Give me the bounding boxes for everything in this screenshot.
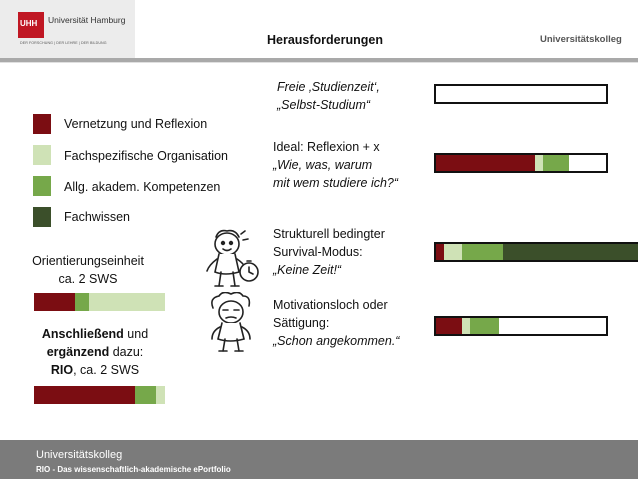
rio-line2: ergänzend dazu: [46, 345, 144, 359]
bar-segment [462, 318, 471, 334]
scenario-motivation [273, 296, 399, 350]
bar-segment [470, 318, 499, 334]
scenario-3-line3: „Keine Zeit!“ [273, 263, 342, 277]
rio-line1: Anschließend und [41, 327, 149, 341]
bar-segment [444, 244, 462, 260]
legend-swatch-fachspezifisch [33, 145, 51, 165]
scenario-4-line1: Motivationsloch oder [273, 298, 388, 312]
bar-segment [156, 386, 165, 404]
stressed-student-stopwatch-icon [203, 228, 263, 290]
footer-subtitle: RIO - Das wissenschaftlich-akademische ePortfolio [36, 465, 231, 474]
university-tagline: DER FORSCHUNG | DER LEHRE | DER BILDUNG [20, 41, 107, 45]
header-divider-light [0, 62, 638, 63]
footer-title: Universitätskolleg [36, 449, 123, 461]
scenario-4-line3: „Schon angekommen.“ [273, 334, 400, 348]
legend-label-vernetzung: Vernetzung und Reflexion [64, 117, 208, 131]
bar-free-study [434, 84, 608, 104]
orientation-sws: ca. 2 SWS [58, 272, 118, 286]
legend-swatch-kompetenzen [33, 176, 51, 196]
bar-segment [135, 386, 156, 404]
bar-segment [89, 293, 165, 311]
scenario-survival [273, 225, 385, 279]
scenario-2-line2: „Wie, was, warum [273, 158, 373, 172]
bar-segment [462, 244, 502, 260]
orientation-title: Orientierungseinheit [32, 254, 144, 268]
scenario-3-line2: Survival-Modus: [273, 245, 363, 259]
slide-title: Herausforderungen [267, 33, 383, 47]
scenario-2-line3: mit wem studiere ich?“ [273, 176, 399, 190]
scenario-free-study [277, 78, 380, 114]
orientation-caption [4, 252, 172, 288]
slide-header [0, 0, 638, 58]
brand-label: Universitätskolleg [540, 34, 622, 45]
scenario-3-line1: Strukturell bedingter [273, 227, 385, 241]
legend-label-kompetenzen: Allg. akadem. Kompetenzen [64, 180, 221, 194]
bar-survival [434, 242, 638, 262]
scenario-1-line2: „Selbst-Studium“ [277, 98, 371, 112]
bar-segment [503, 244, 638, 260]
bar-segment [436, 244, 444, 260]
uhh-logo-icon: UHH [18, 12, 44, 38]
scenario-4-line2: Sättigung: [273, 316, 330, 330]
bar-segment [34, 386, 135, 404]
bar-motivation [434, 316, 608, 336]
scenario-1-line1: Freie ‚Studienzeit‘, [277, 80, 380, 94]
rio-caption [16, 325, 174, 379]
bar-segment [535, 155, 544, 171]
rio-bar [34, 386, 165, 404]
bar-segment [436, 155, 535, 171]
scenario-2-line1: Ideal: Reflexion + x [273, 140, 380, 154]
rio-line3: RIO, ca. 2 SWS [50, 363, 140, 377]
bar-ideal [434, 153, 608, 173]
legend-swatch-fachwissen [33, 207, 51, 227]
orientation-bar [34, 293, 165, 311]
scenario-ideal [273, 138, 398, 192]
bar-segment [34, 293, 75, 311]
legend-label-fachwissen: Fachwissen [64, 210, 130, 224]
bar-segment [436, 318, 462, 334]
bar-segment [543, 155, 569, 171]
university-logo [0, 0, 135, 58]
tired-student-icon [205, 292, 265, 354]
university-name: Universität Hamburg [48, 15, 126, 25]
bar-segment [75, 293, 89, 311]
legend-label-fachspezifisch: Fachspezifische Organisation [64, 149, 228, 163]
legend-swatch-vernetzung [33, 114, 51, 134]
